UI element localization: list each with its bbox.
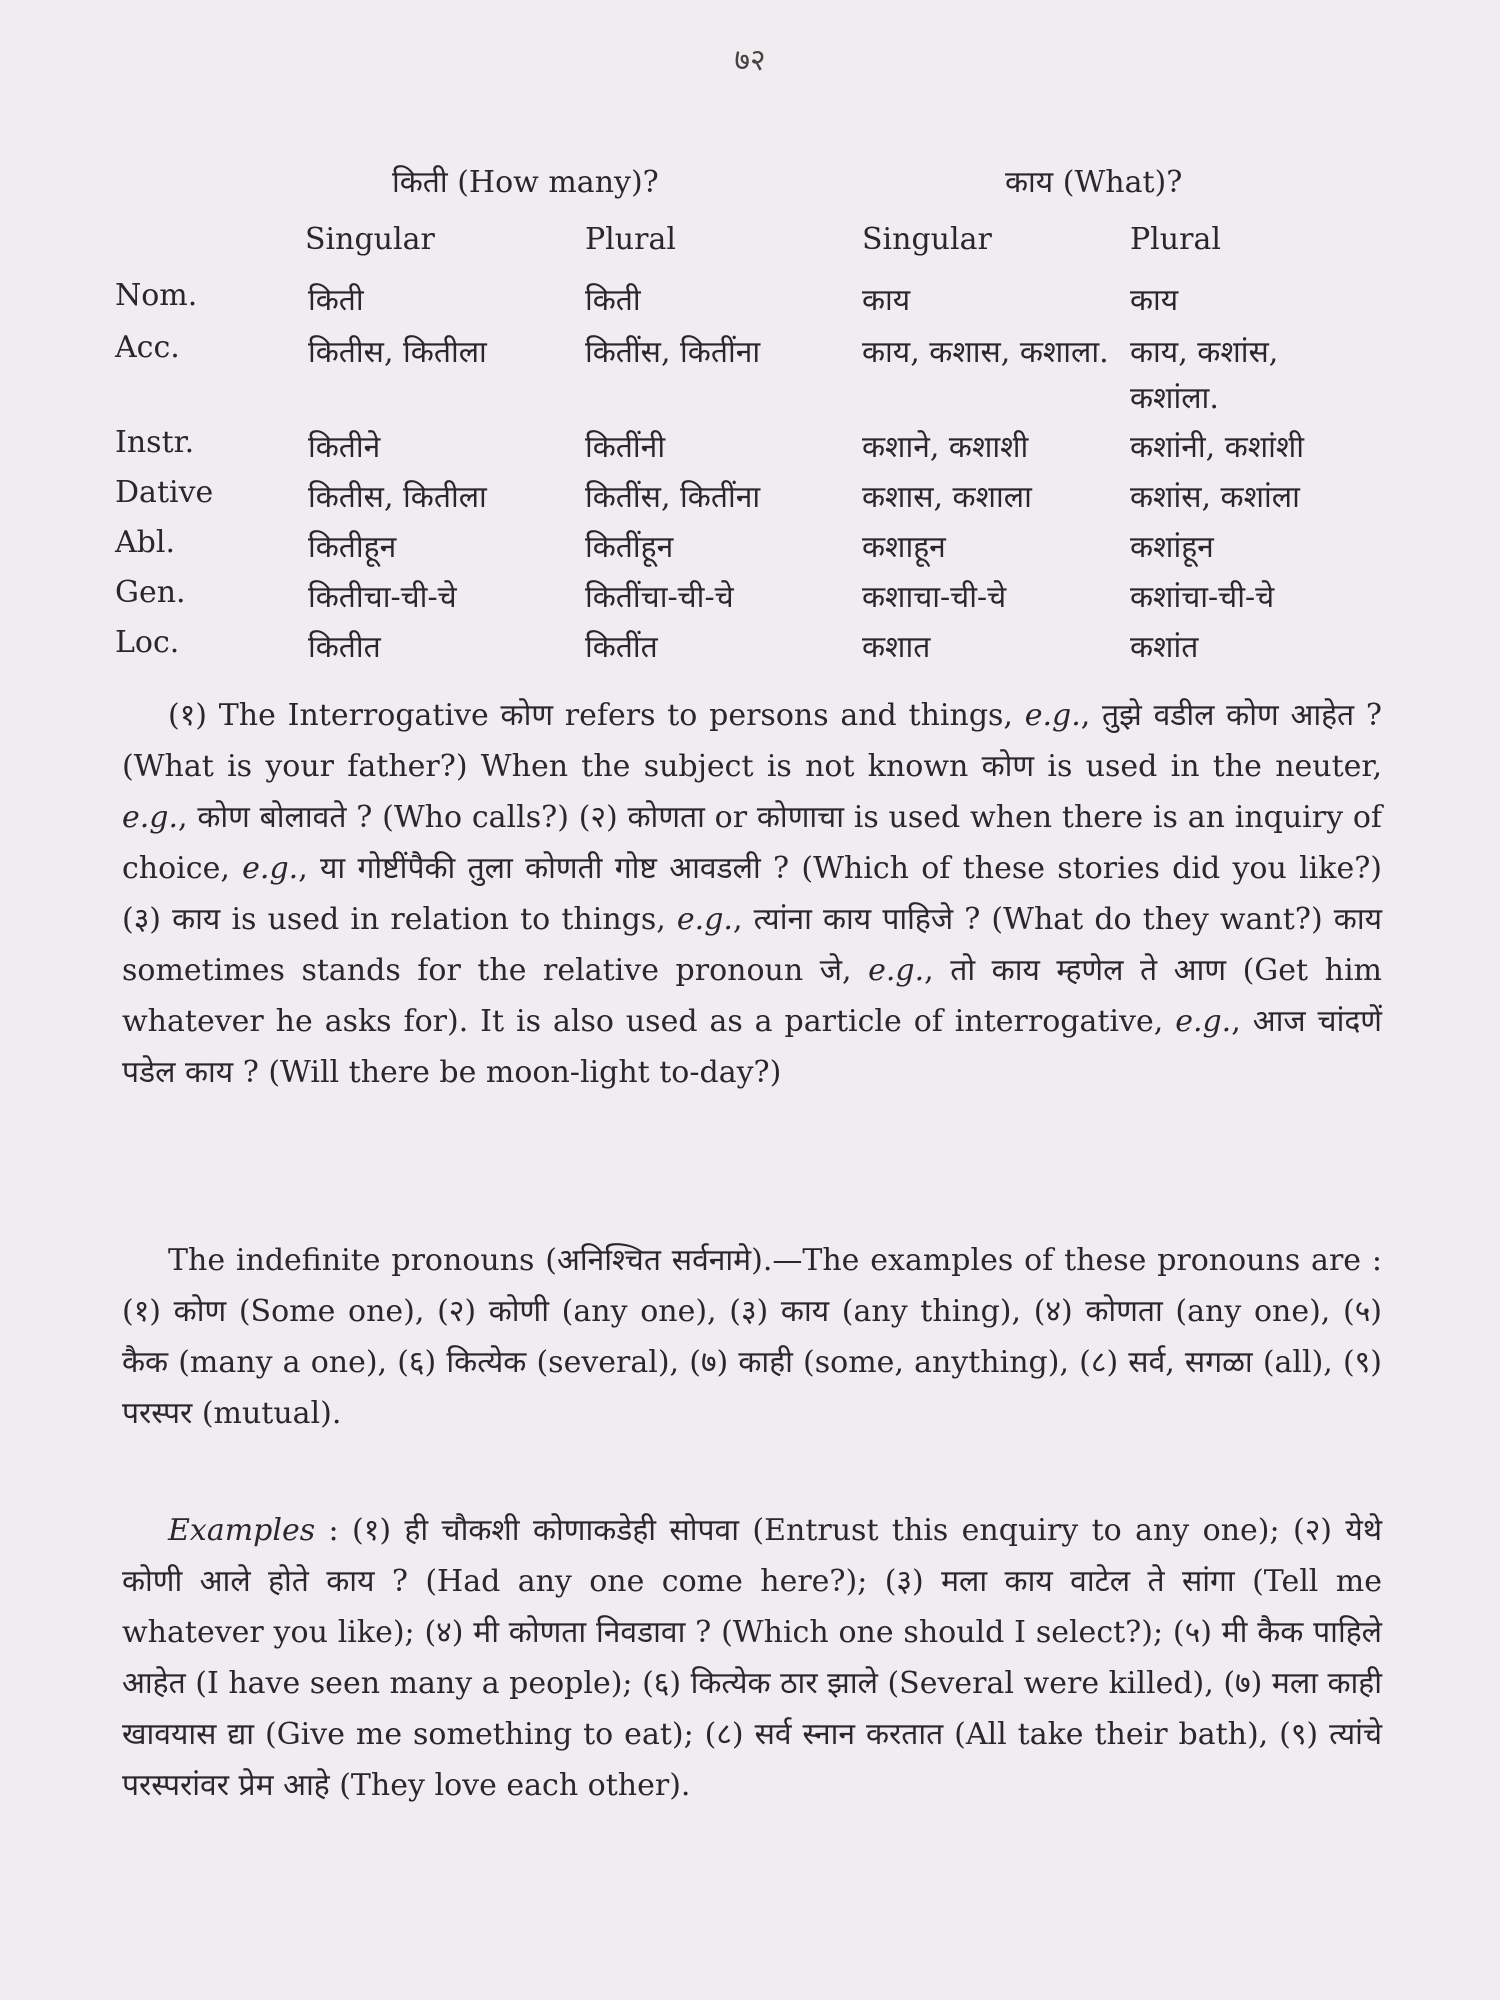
table-cell: कशास, कशाला — [862, 480, 1032, 515]
column-header: Singular — [862, 222, 992, 257]
table-cell: कितींस, कितींना — [585, 335, 761, 370]
column-header: Plural — [585, 222, 676, 257]
table-cell: कितींहून — [585, 530, 674, 565]
table-cell: कशाहून — [862, 530, 946, 565]
table-header-how-many: किती (How many)? — [392, 165, 659, 200]
table-cell: कितीहून — [308, 530, 397, 565]
table-cell: कशांहून — [1130, 530, 1214, 565]
table-cell: कशांचा-ची-चे — [1130, 580, 1275, 615]
case-label: Nom. — [115, 278, 198, 313]
case-label: Instr. — [115, 425, 195, 460]
table-cell: कशात — [862, 630, 931, 665]
table-cell: कशाने, कशाशी — [862, 430, 1029, 465]
column-header: Singular — [305, 222, 435, 257]
case-label: Dative — [115, 475, 214, 510]
table-cell: कितीचा-ची-चे — [308, 580, 457, 615]
table-cell: कितींत — [585, 630, 658, 665]
paragraph-examples: Examples : (१) ही चौकशी कोणाकडेही सोपवा (Entrust this enquiry to any one); (२) येथे कोणी आले होते काय ? (Had any one come here?); (३) मला काय वाटेल ते सांगा (Tell me whatever you like); (४) मी कोणता निवडावा ? (Which one should I select?); (५) मी कैक पाहिले आहेत (I have seen many a people); (६) कित्येक ठार झाले (Several were killed), (७) मला काही खावयास द्या (Give me something to eat); (८) सर्व स्नान करतात (All take their bath), (९) त्यांचे परस्परांवर प्रेम आहे (They love each other). — [122, 1513, 1382, 1803]
column-header: Plural — [1130, 222, 1221, 257]
table-cell: काय, कशास, कशाला. — [862, 335, 1109, 370]
table-cell: कितीने — [308, 430, 381, 465]
table-cell: कशाचा-ची-चे — [862, 580, 1007, 615]
case-label: Abl. — [115, 525, 175, 560]
table-cell: कितींचा-ची-चे — [585, 580, 734, 615]
table-cell: कशांनी, कशांशी — [1130, 430, 1305, 465]
case-label: Gen. — [115, 575, 186, 610]
table-cell: कितींनी — [585, 430, 666, 465]
examples-label: Examples — [168, 1513, 316, 1548]
case-label: Acc. — [115, 330, 180, 365]
table-cell: काय — [1130, 283, 1179, 318]
table-cell: कितीस, कितीला — [308, 480, 487, 515]
table-cell: किती — [308, 283, 364, 318]
page-number: ७२ — [734, 43, 766, 78]
table-cell: कशांस, कशांला — [1130, 480, 1300, 515]
paragraph-indefinite-pronouns: The indefinite pronouns (अनिश्चित सर्वनामे).—The examples of these pronouns are : (१) कोण (Some one), (२) कोणी (any one), (३) काय (any thing), (४) कोणता (any one), (५) कैक (many a one), (६) कित्येक (several), (७) काही (some, anything), (८) सर्व, सगळा (all), (९) परस्पर (mutual). — [122, 1243, 1382, 1431]
table-cell: काय, कशांस, कशांला. — [1130, 335, 1279, 416]
table-cell: किती — [585, 283, 641, 318]
table-cell: कितीस, कितीला — [308, 335, 487, 370]
table-cell: कशांत — [1130, 630, 1199, 665]
table-cell: कितींस, कितींना — [585, 480, 761, 515]
case-label: Loc. — [115, 625, 180, 660]
paragraph-interrogative: (१) The Interrogative कोण refers to persons and things, e.g., तुझे वडील कोण आहेत ? (What is your father?) When the subject is not known कोण is used in the neuter, e.g., कोण बोलावते ? (Who calls?) (२) कोणता or कोणाचा is used when there is an inquiry of choice, e.g., या गोष्टींपैकी तुला कोणती गोष्ट आवडली ? (Which of these stories did you like?) (३) काय is used in relation to things, e.g., त्यांना काय पाहिजे ? (What do they want?) काय sometimes stands for the relative pronoun जे, e.g., तो काय म्हणेल ते आण (Get him whatever he asks for). It is also used as a particle of interrogative, e.g., आज चांदणें पडेल काय ? (Will there be moon-light to-day?) — [122, 698, 1382, 1090]
table-header-what: काय (What)? — [1005, 165, 1183, 200]
table-cell: कितीत — [308, 630, 381, 665]
table-cell: काय — [862, 283, 911, 318]
